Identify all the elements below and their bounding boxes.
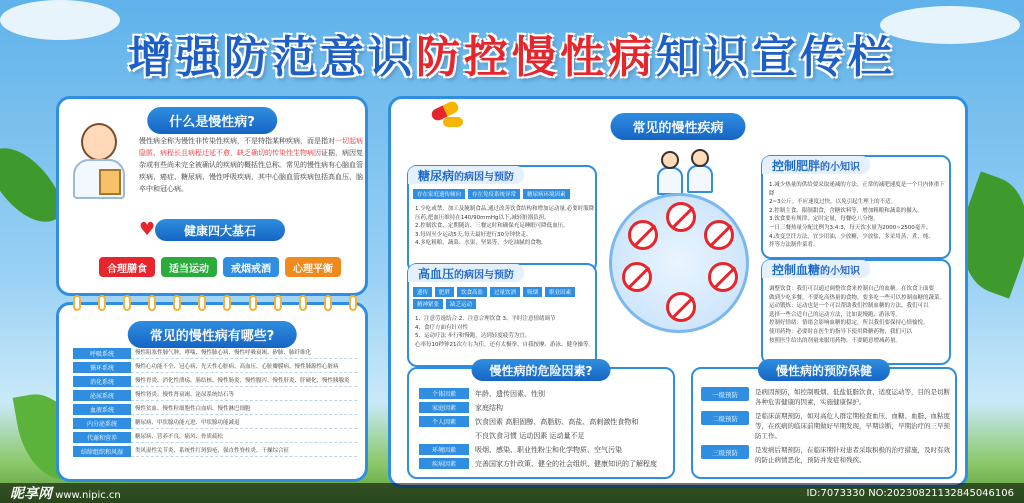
list-item <box>701 387 953 407</box>
what-para-highlight: 一切起病隐匿、病程长且病程迁延不愈，缺乏确切的传染性生物病因 <box>139 137 363 157</box>
type-tag: 代谢和营养 <box>73 432 131 443</box>
type-desc: 慢性贫血、慢性粒细胞性白血病、慢性淋巴细胞 <box>131 404 357 415</box>
watermark-logo: 昵享网 <box>10 486 52 502</box>
risk-factors-card <box>407 363 675 479</box>
types-heading: 常见的慢性病有哪些? <box>128 321 297 348</box>
list-item <box>73 347 357 359</box>
what-para-b: 证据，病因复杂或有些尚未完全被确认的疾病的概括性总称。常见的慢性病有心脑血管疾病、癌症、糖尿病、慢性呼吸疾病，其中心脑血管疾病包括高血压、脑卒中和冠心病。 <box>139 149 363 193</box>
text-line: 按照医生给出的剂量来服用药物，不要随意增减药量。 <box>769 337 902 344</box>
hypertension-card <box>407 263 597 367</box>
type-desc: 慢性心功能不全、冠心病、先天性心脏病、高血压、心脏瓣膜病、慢性肺源性心脏病 <box>131 362 357 373</box>
blood-sugar-heading-main: 控制血糖 <box>772 262 821 277</box>
prevention-desc: 是发病后期预防，在临床期针对患者采取积极的治疗措施，及时有效的防止病情恶化，预防并发症和残疾。 <box>755 446 950 464</box>
medicine-pill-icon <box>431 105 465 127</box>
title-part-3: 知识宣传栏 <box>656 32 896 83</box>
cause-chip: 缺乏运动 <box>446 299 476 309</box>
risk-tag: 环境因素 <box>419 444 469 455</box>
hypertension-heading-rest: 的病因与预防 <box>454 269 515 281</box>
prevention-heading: 慢性病的预防保健 <box>758 359 890 381</box>
doctor-female-illustration <box>657 151 683 195</box>
pillar-badge: 心理平衡 <box>285 257 341 277</box>
risk-tag: 疾病因素 <box>419 458 469 469</box>
risk-desc: 完善国家方针政策、健全的社会组织、健康知识的了解程度 <box>475 459 657 468</box>
list-item <box>73 389 357 401</box>
title-part-2: 防控慢性病 <box>416 32 656 83</box>
pillar-badge: 合理膳食 <box>99 257 155 277</box>
type-tag: 结缔组织和风湿 <box>73 446 131 457</box>
pillar-badge: 适当运动 <box>161 257 217 277</box>
blood-sugar-heading <box>762 260 870 278</box>
text-line: 心率每10秒钟21次左右为佳，还有太极拳、自我按摩、游泳、健身操等。 <box>415 341 594 348</box>
diabetes-heading-main: 糖尿病 <box>418 168 455 183</box>
hypertension-heading <box>408 264 524 282</box>
hypertension-heading-main: 高血压 <box>418 266 455 281</box>
cause-chip: 饮食高盐 <box>457 287 487 297</box>
doctor-illustration <box>69 119 129 199</box>
text-line: 3.每周至少运动5天,每天最好进行30分钟快走。 <box>415 231 532 238</box>
cause-chip: 吸烟 <box>523 287 542 297</box>
title-part-1: 增强防范意识 <box>128 32 416 83</box>
types-panel <box>56 302 368 482</box>
list-item <box>73 445 357 457</box>
list-item <box>419 443 669 456</box>
type-tag: 泌尿系统 <box>73 390 131 401</box>
prevention-list <box>701 387 953 469</box>
no-smoking-icon <box>666 202 696 232</box>
page-title <box>0 18 1024 88</box>
prevention-tag: 三级预防 <box>701 445 749 459</box>
list-item <box>73 361 357 373</box>
risk-tag: 个体因素 <box>419 388 469 399</box>
text-line: 运动锻炼：运动也是一个可以帮助我们控制血糖的方法，我们可以 <box>769 303 929 310</box>
risk-desc: 家庭结构 <box>475 403 503 412</box>
list-item <box>419 401 669 414</box>
what-para-a: 慢性病全称为慢性非传染性疾病，不是特指某种疾病，而是指对 <box>139 137 335 145</box>
type-desc: 糖尿病、营养不良、痛风、骨质疏松 <box>131 432 357 443</box>
diabetes-causes <box>413 189 570 199</box>
risk-desc: 饮食因素 高胆固醇、高脂肪、高盐、高刺激性食物和 <box>475 417 639 426</box>
obesity-heading-rest: 的小知识 <box>820 161 861 173</box>
text-line: 4.改变烹饪方法，宜少用油，少放糖，少放盐，多采用蒸、煮、炖、 <box>769 233 934 240</box>
no-sweets-icon <box>704 220 734 250</box>
what-is-panel <box>56 96 368 296</box>
cause-chip: 存在家庭遗传倾向 <box>413 189 465 199</box>
cause-chip: 糖尿病环境因素 <box>523 189 570 199</box>
risk-heading: 慢性病的危险因素? <box>472 359 611 381</box>
no-salt-icon <box>708 262 738 292</box>
text-line: 选择一些合适自己的运动方法，比如说慢跑、游泳等。 <box>769 311 902 318</box>
obesity-card <box>761 155 951 259</box>
pillar-badge: 戒烟戒酒 <box>223 257 279 277</box>
type-tag: 内分泌系统 <box>73 418 131 429</box>
type-tag: 呼吸系统 <box>73 348 131 359</box>
types-list <box>73 347 357 459</box>
diabetes-heading <box>408 166 524 184</box>
type-tag: 循环系统 <box>73 362 131 373</box>
watermark-site: www.nipic.cn <box>55 490 121 501</box>
list-item <box>73 417 357 429</box>
no-fast-food-icon <box>666 292 696 322</box>
risk-tag <box>419 430 469 441</box>
no-alcohol-icon <box>628 220 658 250</box>
text-line: 压药,把血压维持在140/90mmHg以下,减轻脏器负担。 <box>415 214 550 221</box>
text-line: 1.少吃或禁、加工及腌制食品,通过改善饮食结构和增加运动量,必要时服降 <box>415 206 595 212</box>
type-desc: 慢性胃炎、消化性溃疡、肠结核、慢性肠炎、慢性腹泻、慢性肝炎、肝硬化、慢性胰腺炎 <box>131 376 357 387</box>
type-desc: 慢性阻塞性肺气肿、哮喘、慢性肺心病、慢性呼吸衰竭、矽肺、肺纤维化 <box>131 348 357 359</box>
obesity-heading <box>762 156 870 174</box>
blood-sugar-text <box>769 285 949 345</box>
list-item <box>73 431 357 443</box>
what-heading: 什么是慢性病? <box>147 107 277 134</box>
text-line: 控制好情绪：情绪会影响血糖的稳定，所以我们要保持心情愉悦。 <box>769 320 929 327</box>
text-line: 4、食疗方面有针对性 <box>415 324 468 331</box>
list-item <box>701 411 953 441</box>
watermark-left <box>10 483 121 503</box>
heart-icon: ♥ <box>139 219 156 240</box>
text-line: 1.减少热量的供给要采取递减的方法。正常的减肥速度是一个月内体重下降 <box>769 182 945 197</box>
type-desc: 糖尿病、甲状腺功能亢进、甲状腺功能减退 <box>131 418 357 429</box>
prevention-card <box>691 363 957 479</box>
list-item <box>419 429 669 442</box>
hypertension-causes <box>413 287 597 309</box>
list-item <box>73 403 357 415</box>
risk-desc: 年龄、遗传因素、性别 <box>475 389 545 398</box>
diabetes-heading-rest: 的病因与预防 <box>454 171 515 183</box>
list-item <box>701 445 953 465</box>
type-desc: 慢性肾炎、慢性肾衰竭、泌尿系统结石等 <box>131 390 357 401</box>
text-line: 2.控制主食。限制甜食，含糖饮料等，增加粗粮和蔬菜的摄入。 <box>769 207 923 214</box>
hypertension-prevention-text <box>415 315 595 349</box>
risk-list <box>419 387 669 471</box>
cause-chip: 遗传 <box>413 287 432 297</box>
cause-chip: 存在免疫系统异常 <box>468 189 520 199</box>
text-line: 使用药物：必要时在医生的指导下使用降糖药物，我们可以 <box>769 328 913 335</box>
main-heading: 常见的慢性疾病 <box>610 113 745 140</box>
what-description <box>139 135 363 195</box>
blood-sugar-card <box>761 259 951 365</box>
cause-chip: 肥胖 <box>435 287 454 297</box>
text-line: 做到少吃多餐，不要吃高热量的食物。要多吃一些可以控制血糖的蔬菜。 <box>769 294 946 301</box>
binder-rings <box>73 295 357 311</box>
cause-chip: 精神紧张 <box>413 299 443 309</box>
text-line: 3.饮食要有规律，定时定量，每餐吃八分饱。 <box>769 216 879 223</box>
prevention-tag: 二级预防 <box>701 411 749 425</box>
main-panel <box>388 96 968 488</box>
prevention-desc: 是病因预防，如控制吸烟、低盐低脂饮食、适度运动等，目的是切断各种危害健康的因素，实施健康保护。 <box>755 388 950 406</box>
risk-desc: 吸烟、感染、职业性粉尘和化学物质、空气污染 <box>475 445 622 454</box>
text-line: 2~3公斤。不应速度过快，以免引起生理上的不适。 <box>769 199 897 206</box>
obesity-text <box>769 181 949 250</box>
risk-tag: 家庭因素 <box>419 402 469 413</box>
text-line: 拌等方法制作菜肴。 <box>769 242 819 249</box>
cause-chip: 过量饮酒 <box>490 287 520 297</box>
text-line: 2.控制饮食、定期随访、三餐定时和确保充足睡眠可降低血压。 <box>415 223 569 230</box>
prohibited-items-illustration <box>609 193 749 333</box>
type-tag: 消化系统 <box>73 376 131 387</box>
type-desc: 类风湿性关节炎、系统性红斑狼疮、强直性脊柱炎、干燥综合征 <box>131 446 357 457</box>
text-line: 一日三餐热量分配比例为3:4:3，每天饮水量为2000~2500毫升。 <box>769 224 932 231</box>
obesity-heading-main: 控制肥胖 <box>772 158 821 173</box>
type-tag: 血液系统 <box>73 404 131 415</box>
blood-sugar-heading-rest: 的小知识 <box>820 265 861 277</box>
text-line: 1、注意劳逸结合 2、注意合理饮食 3、平时注意情绪调节 <box>415 316 556 322</box>
list-item <box>419 415 669 428</box>
diabetes-card <box>407 165 597 273</box>
list-item <box>419 387 669 400</box>
watermark-id: ID:7073330 NO:20230821132845046106 <box>806 487 1014 499</box>
pillars-heading: 健康四大基石 <box>155 219 285 241</box>
list-item <box>419 457 669 470</box>
text-line: 调整饮食：我们可以通过调整饮食来控制自己的血糖。在饮食上面要 <box>769 286 935 292</box>
text-line: 4.多吃粗粮、蔬菜、水果、坚果等，少吃油腻的食物。 <box>415 240 547 247</box>
prevention-desc: 是临床前期预防，如对高危人群定期检查血压、血糖、血脂、血粘度等，在疾病的临床前期做好早期发现，早期诊断，早期治疗的三早预防工作。 <box>755 412 950 440</box>
text-line: 5、运动疗法 步行和慢跑，达到轻度疲劳为宜。 <box>415 333 531 340</box>
list-item <box>73 375 357 387</box>
watermark-bar <box>0 483 1024 503</box>
cause-chip: 职业因素 <box>545 287 575 297</box>
risk-desc: 不良饮食习惯 运动因素 运动量不足 <box>475 431 585 440</box>
no-fried-food-icon <box>622 262 652 292</box>
prevention-tag: 一级预防 <box>701 387 749 401</box>
doctor-male-illustration <box>687 149 713 193</box>
pillars-list <box>99 257 341 277</box>
risk-tag: 个人因素 <box>419 416 469 427</box>
diabetes-prevention-text <box>415 205 595 248</box>
